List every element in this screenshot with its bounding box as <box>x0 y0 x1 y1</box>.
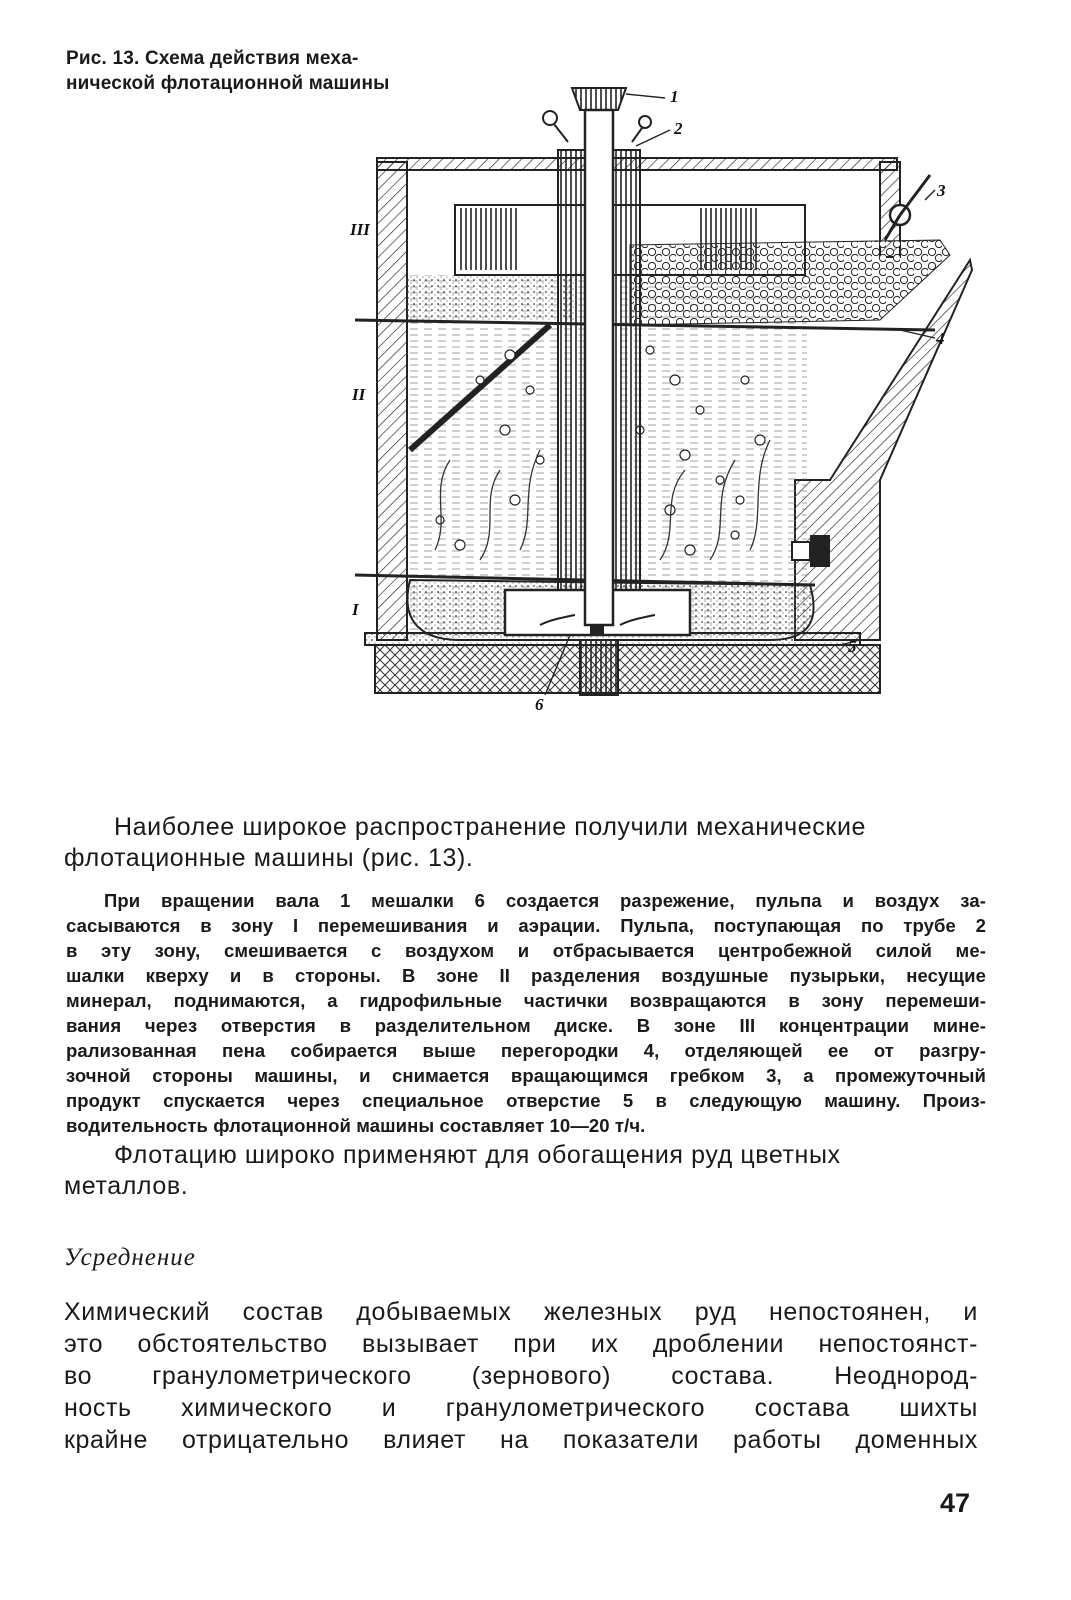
intro-line: флотационные машины (рис. 13). <box>64 844 474 872</box>
left-wall <box>377 162 407 640</box>
caption-line: нической флотационной машины <box>66 73 390 94</box>
intro-paragraph <box>64 812 978 874</box>
description-line: в эту зону, смешивается с воздухом и отбрасывается центробежной силой ме- <box>66 940 986 961</box>
section-line: крайне отрицательно влияет на показатели работы доменных <box>64 1426 978 1454</box>
description-line: рализованная пена собирается выше перегородки 4, отделяющей ее от разгру- <box>66 1040 986 1061</box>
hood-left-grid <box>460 208 520 270</box>
callout-6: 6 <box>535 695 544 714</box>
callout-2: 2 <box>674 119 683 138</box>
description-line: продукт спускается через специальное отверстие 5 в следующую машину. Произ- <box>66 1090 986 1111</box>
pulley <box>572 88 626 110</box>
foam-layer <box>630 240 950 325</box>
description-line: зочной стороны машины, и снимается вращающимся гребком 3, а промежуточный <box>66 1065 986 1086</box>
conclusion-paragraph <box>64 1140 978 1202</box>
section-paragraph <box>64 1296 978 1456</box>
flotation-machine-diagram <box>340 80 980 720</box>
section-line: это обстоятельство вызывает при их дроблении непостоянст- <box>64 1330 978 1358</box>
callout-5: 5 <box>848 637 857 656</box>
base-foundation <box>375 645 880 693</box>
section-line: во гранулометрического (зернового) состава. Неоднород- <box>64 1362 978 1390</box>
section-line: ность химического и гранулометрического состава шихты <box>64 1394 978 1422</box>
intro-line: Наиболее широкое распространение получили механические <box>114 813 867 841</box>
outlet-valve <box>810 535 830 567</box>
description-line: вания через отверстия в разделительном диске. В зоне III концентрации мине- <box>66 1015 986 1036</box>
description-line: При вращении вала 1 мешалки 6 создается разрежение, пульпа и воздух за- <box>104 890 986 911</box>
callout-1: 1 <box>670 87 679 106</box>
description-line: минерал, поднимаются, а гидрофильные частички возвращаются в зону перемеши- <box>66 990 986 1011</box>
hood-right-grid <box>700 208 760 270</box>
section-line: Химический состав добываемых железных руд непостоянен, и <box>64 1298 978 1326</box>
page-number: 47 <box>940 1488 971 1518</box>
outlet-valve-cap <box>792 542 810 560</box>
upper-pulp <box>407 275 577 320</box>
zone-label-iii: III <box>350 220 370 239</box>
zone-label-ii: II <box>352 385 366 404</box>
callout-4: 4 <box>936 329 945 348</box>
shaft <box>585 110 613 625</box>
zone-label-i: I <box>352 600 359 619</box>
caption-line: Рис. 13. Схема действия меха- <box>66 48 359 69</box>
conclusion-line: металлов. <box>64 1172 189 1200</box>
description-paragraph <box>66 888 986 1138</box>
conclusion-line: Флотацию широко применяют для обогащения руд цветных <box>114 1141 841 1169</box>
callout-3: 3 <box>937 181 946 200</box>
description-line: водительность флотационной машины составляет 10—20 т/ч. <box>66 1115 646 1136</box>
description-line: сасываются в зону I перемешивания и аэрации. Пульпа, поступающая по трубе 2 <box>66 915 986 936</box>
shaft-bottom <box>580 640 618 695</box>
section-heading: Усреднение <box>64 1244 196 1271</box>
description-line: шалки кверху и в стороны. В зоне II разделения воздушные пузырьки, несущие <box>66 965 986 986</box>
